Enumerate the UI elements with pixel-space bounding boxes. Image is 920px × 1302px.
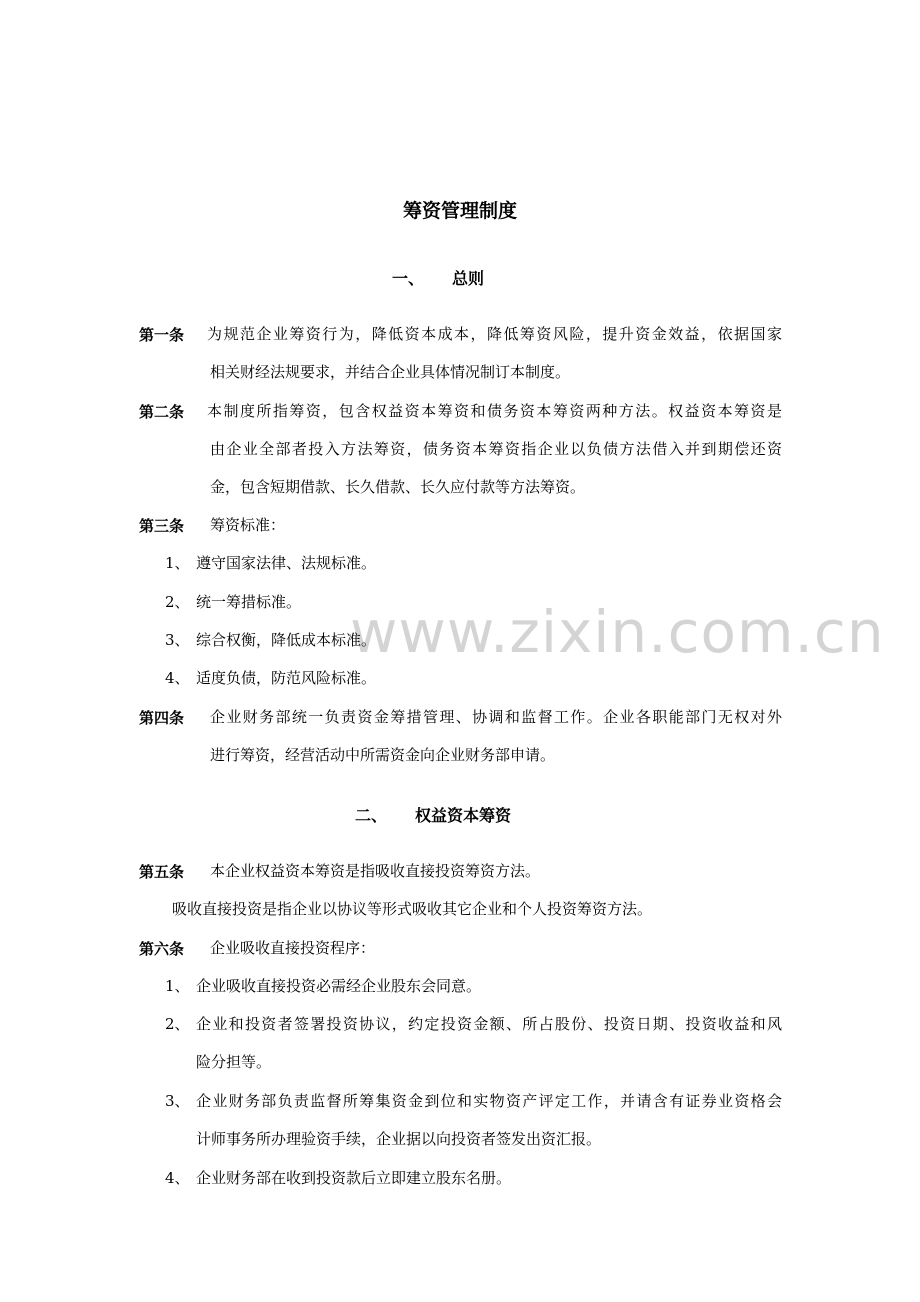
article-text-line: 本企业权益资本筹资是指吸收直接投资筹资方法。 (210, 862, 541, 880)
article-label: 第六条 (139, 940, 185, 958)
list-item-text: 计师事务所办理验资手续，企业据以向投资者签发出资汇报。 (196, 1130, 602, 1148)
list-item-number: 2、 (165, 1015, 190, 1033)
article-text-line: 为规范企业筹资行为，降低资本成本，降低筹资风险，提升资金效益，依据国家 (207, 325, 782, 343)
list-item-text: 统一筹措标准。 (196, 593, 302, 611)
list-item-number: 3、 (165, 631, 190, 649)
list-item-number: 2、 (165, 593, 190, 611)
article-text-line: 吸收直接投资是指企业以协议等形式吸收其它企业和个人投资筹资方法。 (172, 900, 653, 918)
list-item-number: 3、 (165, 1092, 190, 1110)
watermark: www.zixin.com.cn (350, 598, 885, 666)
article-text-line: 相关财经法规要求，并结合企业具体情况制订本制度。 (210, 363, 571, 381)
section-number: 一、 (392, 269, 425, 288)
article-label: 第四条 (139, 709, 185, 727)
section-title: 总则 (452, 269, 485, 288)
section-title: 权益资本筹资 (415, 806, 512, 825)
article-text-line: 企业财务部统一负责资金筹措管理、协调和监督工作。企业各职能部门无权对外 (210, 708, 782, 726)
list-item-number: 1、 (165, 977, 190, 995)
article-label: 第三条 (139, 517, 185, 535)
list-item-text: 险分担等。 (196, 1053, 272, 1071)
article-text-line: 由企业全部者投入方法筹资，债务资本筹资指企业以负债方法借入并到期偿还资 (210, 440, 782, 458)
list-item-text: 企业财务部在收到投资款后立即建立股东名册。 (196, 1169, 512, 1187)
list-item-number: 4、 (165, 1169, 190, 1187)
article-text-line: 筹资标准： (210, 516, 286, 534)
section-heading-equity-financing (355, 803, 511, 826)
article-text-line: 金，包含短期借款、长久借款、长久应付款等方法筹资。 (210, 478, 586, 496)
list-item-number: 4、 (165, 669, 190, 687)
list-item-text: 遵守国家法律、法规标准。 (196, 554, 377, 572)
list-item-text: 适度负债，防范风险标准。 (196, 669, 377, 687)
section-heading-general (392, 266, 484, 289)
article-text-line: 企业吸收直接投资程序： (210, 939, 376, 957)
list-item-text: 综合权衡，降低成本标准。 (196, 631, 377, 649)
article-text-line: 进行筹资，经营活动中所需资金向企业财务部申请。 (210, 746, 556, 764)
article-text-line: 本制度所指筹资，包含权益资本筹资和债务资本筹资两种方法。权益资本筹资是 (207, 402, 782, 420)
list-item-number: 1、 (165, 554, 190, 572)
list-item-text: 企业财务部负责监督所筹集资金到位和实物资产评定工作，并请含有证券业资格会 (196, 1092, 782, 1110)
list-item-text: 企业吸收直接投资必需经企业股东会同意。 (196, 977, 482, 995)
article-label: 第二条 (139, 403, 185, 421)
document-title: 筹资管理制度 (402, 200, 517, 222)
article-label: 第一条 (139, 326, 185, 344)
article-label: 第五条 (139, 863, 185, 881)
section-number: 二、 (355, 806, 388, 825)
list-item-text: 企业和投资者签署投资协议，约定投资金额、所占股份、投资日期、投资收益和风 (196, 1015, 782, 1033)
